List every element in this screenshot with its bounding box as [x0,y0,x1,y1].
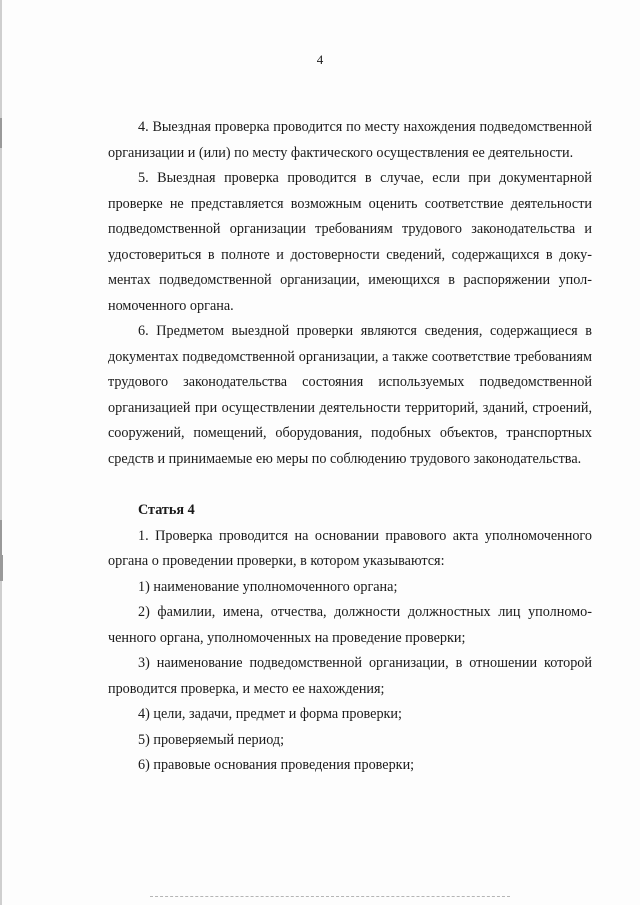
article-item-4: 4) цели, задачи, предмет и форма проверки; [138,706,402,722]
article-item-3: 3) наименование подведомственной организации, в отношении которой проводится проверка, и место ее нахождения; [108,655,592,697]
paragraph-6: 6. Предметом выездной проверки являются сведения, содержащиеся в документах подведомственной организации, а также соответствие требованиям трудового законодательства состояния используемых подведомственной организацией при осуществлении деятельности территорий, зданий, строений, сооружений, помещений, оборудования, подобных объектов, транспортных средств и принимаемые ею меры по соблюдению трудового законодательства. [108,323,592,467]
scan-mark-middle [0,520,2,560]
document-body [108,115,592,779]
paragraph-5: 5. Выездная проверка проводится в случае, если при документарной проверке не представляется возможным оценить соответствие деятельности подведомственной организации требованиям трудового законодательства и удостовериться в полноте и достоверности сведений, содержащихся в документах подведомственной организации, имеющихся в распоряжении уполномоченного органа. [108,170,592,314]
paragraph-4: 4. Выездная проверка проводится по месту нахождения подведомственной организации и (или) по месту фактического осуществления ее деятельности. [108,119,592,161]
scan-bottom-edge [150,896,510,898]
page-number: 4 [316,52,324,67]
article-item-1: 1) наименование уполномоченного органа; [138,578,398,595]
scan-mark-top [0,118,2,148]
article-item-5: 5) проверяемый период; [138,731,285,748]
article-item-2: 2) фамилии, имена, отчества, должности должностных лиц уполномоченного органа, уполномоченных на проведение проверки; [108,604,592,646]
article-heading: Статья 4 [138,502,195,518]
article-item-6: 6) правовые основания проведения проверки; [138,757,415,773]
article-intro: 1. Проверка проводится на основании правового акта уполномоченного органа о проведении проверки, в котором указываются: [108,527,592,569]
scan-mark-lower [0,555,3,581]
